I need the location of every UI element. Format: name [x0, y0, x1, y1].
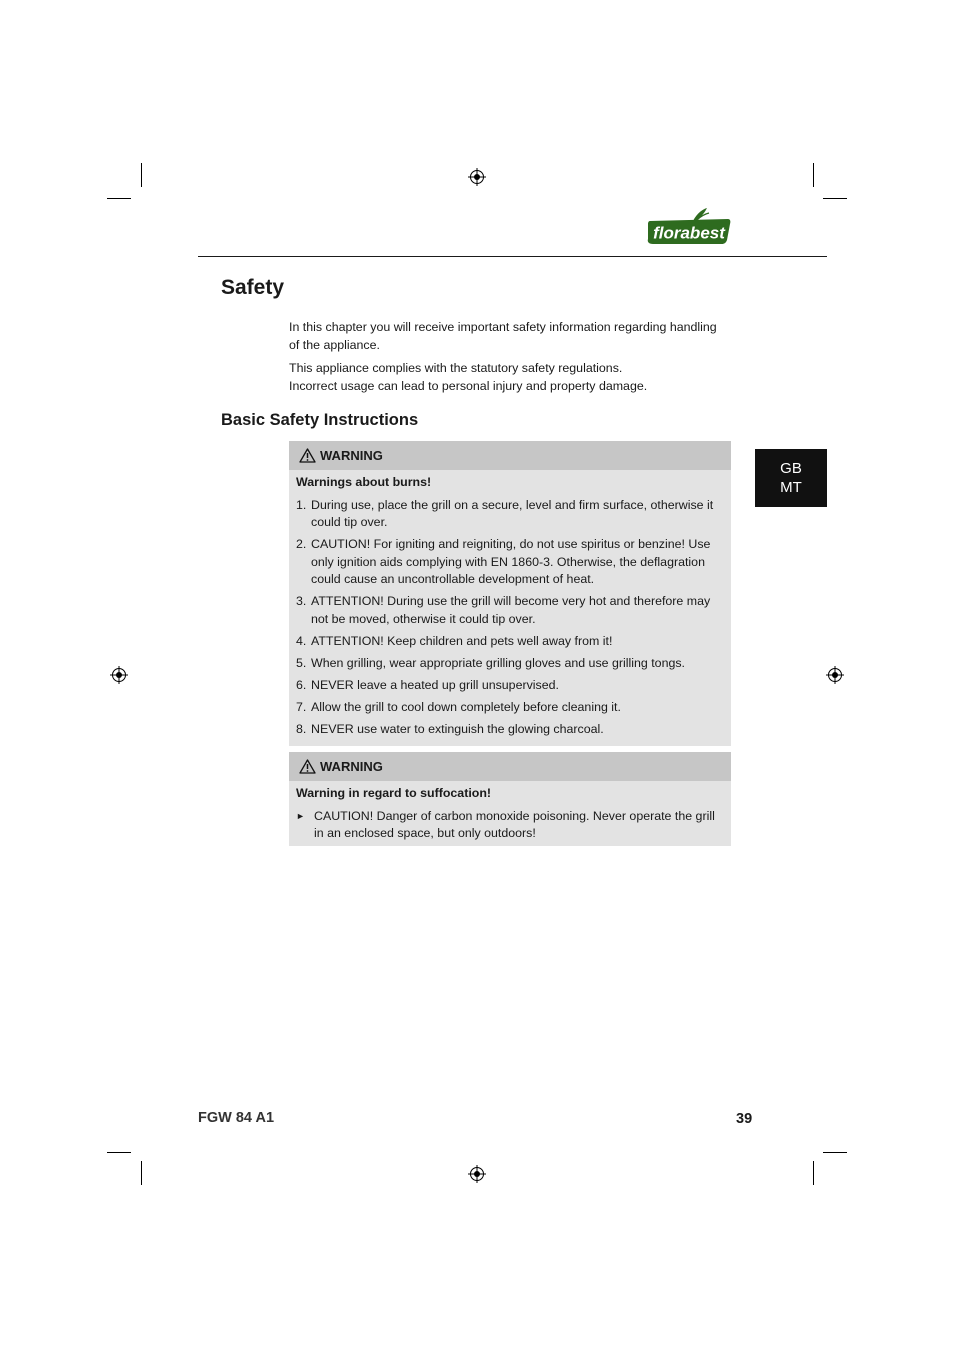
intro-paragraph: In this chapter you will receive important safety information regarding handling of the appliance. [289, 320, 717, 352]
warning-subtitle: Warning in regard to suffocation! [296, 786, 492, 800]
crop-mark [813, 163, 814, 187]
registration-mark-icon [826, 666, 844, 684]
warning-body [289, 781, 731, 846]
warning-label: WARNING [320, 759, 383, 774]
arrow-bullet-icon: ► [296, 810, 305, 821]
list-item: 2. CAUTION! For igniting and reigniting, do not use spiritus or benzine! Use only ignition aids complying with EN 1860-3. Otherwise, the deflagration could cause an uncontrollable development of heat. [296, 537, 711, 586]
intro-paragraph: This appliance complies with the statutory safety regulations. Incorrect usage can lead to personal injury and property damage. [289, 361, 648, 393]
warning-box-suffocation [289, 752, 731, 846]
logo-text: florabest [653, 223, 725, 243]
list-item: ► CAUTION! Danger of carbon monoxide poisoning. Never operate the grill in an enclosed space, but only outdoors! [296, 808, 724, 843]
registration-mark-icon [468, 1165, 486, 1183]
language-code: GB [780, 460, 802, 477]
page-title: Safety [221, 276, 285, 299]
crop-mark [107, 198, 131, 199]
crop-mark [823, 198, 847, 199]
warning-triangle-icon [299, 759, 316, 774]
list-item: 4. ATTENTION! Keep children and pets well away from it! [296, 633, 613, 648]
registration-mark-icon [110, 666, 128, 684]
crop-mark [823, 1152, 847, 1153]
warning-header [289, 752, 731, 781]
registration-mark-icon [468, 168, 486, 186]
crop-mark [141, 1161, 142, 1185]
list-item: 5. When grilling, wear appropriate grilling gloves and use grilling tongs. [296, 655, 685, 670]
crop-mark [141, 163, 142, 187]
list-item: 6. NEVER leave a heated up grill unsupervised. [296, 677, 559, 692]
list-item: 8. NEVER use water to extinguish the glowing charcoal. [296, 721, 604, 736]
footer-model-number: FGW 84 A1 [198, 1110, 275, 1126]
language-tab [755, 449, 827, 507]
section-title: Basic Safety Instructions [221, 411, 419, 429]
warning-header [289, 441, 731, 470]
page-number: 39 [736, 1111, 753, 1127]
language-code: MT [780, 479, 802, 496]
warning-label: WARNING [320, 448, 383, 463]
warning-box-burns [289, 441, 731, 746]
warning-body [289, 470, 731, 746]
florabest-logo [647, 207, 731, 245]
warning-list [296, 497, 724, 739]
crop-mark [107, 1152, 131, 1153]
warning-subtitle: Warnings about burns! [296, 475, 432, 489]
list-item: 7. Allow the grill to cool down completely before cleaning it. [296, 699, 621, 714]
intro-text [289, 319, 729, 401]
list-item: 1. During use, place the grill on a secure, level and firm surface, otherwise it could tip over. [296, 497, 714, 529]
header-rule [198, 256, 827, 257]
crop-mark [813, 1161, 814, 1185]
list-item: 3. ATTENTION! During use the grill will become very hot and therefore may not be moved, otherwise it could tip over. [296, 594, 711, 626]
warning-triangle-icon [299, 448, 316, 463]
